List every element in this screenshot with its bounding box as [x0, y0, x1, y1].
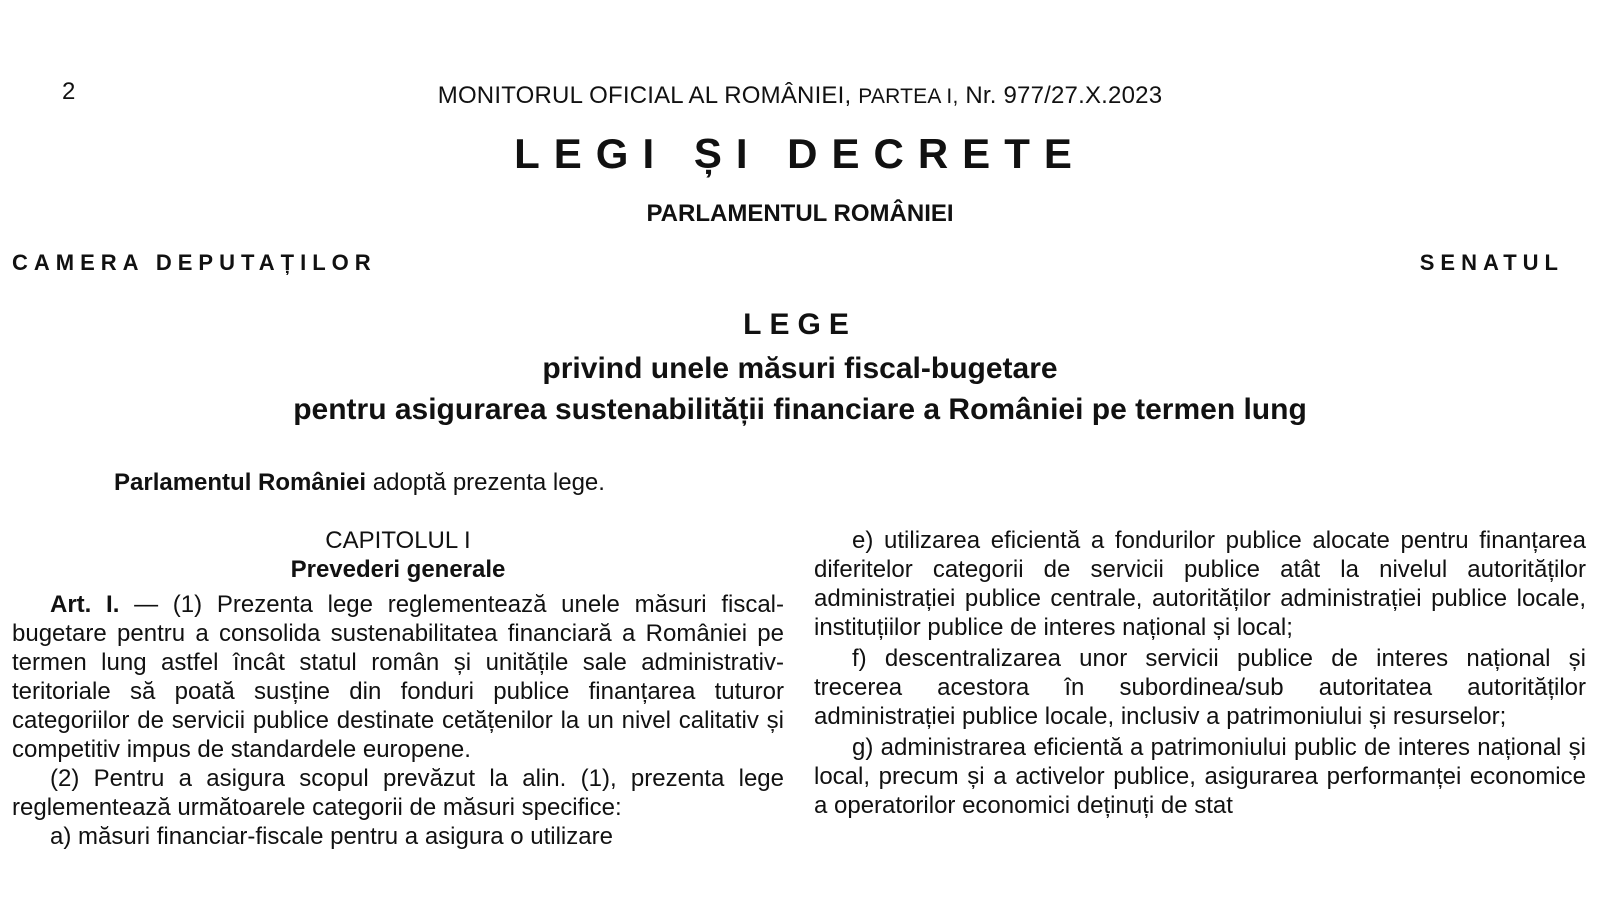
article-1-paragraph-2: (2) Pentru a asigura scopul prevăzut la alin. (1), prezenta lege reglementează următoarele categorii de măsuri specifice: — [12, 765, 784, 821]
article-1-item-g: g) administrarea eficientă a patrimoniului public de interes național și local, precum și a activelor publice, asigurarea performanței economice a operatorilor economici deținuți de stat — [814, 734, 1586, 819]
parliament-heading: PARLAMENTUL ROMÂNIEI — [646, 200, 954, 227]
chamber-deputies: CAMERA DEPUTAȚILOR — [12, 250, 377, 275]
article-label: Art. I. — [50, 591, 120, 618]
article-1-paragraph-1 — [12, 590, 784, 764]
adoption-text: adoptă prezenta lege. — [366, 469, 605, 496]
chapter-name: Prevederi generale — [290, 556, 506, 583]
page-number: 2 — [62, 78, 76, 105]
article-1-item-a: a) măsuri financiar-fiscale pentru a asigura o utilizare — [50, 823, 613, 850]
article-1-item-e: e) utilizarea eficientă a fondurilor publice alocate pentru finanțarea diferitelor categorii de servicii publice atât la nivelul autorităților administrației publice centrale, autorităților administrației publice locale, instituțiilor publice de interes național și local; — [814, 527, 1586, 641]
publication-part: PARTEA I, — [858, 85, 959, 108]
chapter-number: CAPITOLUL I — [325, 527, 471, 554]
article-text: — (1) Prezenta lege reglementează unele măsuri fiscal-bugetare pentru a consolida sustenabilitatea financiară a României pe termen lung astfel încât statul român și unitățile sale administrativ-teritoriale să poată susține din fonduri publice finanțarea tuturor categoriilor de servicii publice destinate cetățenilor la un nivel calitativ și competitiv impus de standardele europene. — [12, 591, 785, 763]
publication-header — [0, 82, 1600, 110]
chamber-senate: SENATUL — [1419, 250, 1564, 275]
law-heading: LEGE — [743, 308, 857, 341]
publication-issue: Nr. 977/27.X.2023 — [965, 82, 1163, 109]
adoption-subject: Parlamentul României — [114, 469, 367, 496]
law-title — [0, 348, 1600, 430]
left-column — [12, 526, 784, 851]
section-title: LEGI ȘI DECRETE — [514, 130, 1086, 177]
article-1-item-f: f) descentralizarea unor servicii publice de interes național și trecerea acestora în subordinea/sub autoritatea autorităților administrației publice locale, inclusiv a patrimoniului și resurselor; — [814, 645, 1586, 730]
adoption-statement — [114, 469, 605, 497]
publication-name: MONITORUL OFICIAL AL ROMÂNIEI, — [437, 82, 852, 109]
law-title-line-1: privind unele măsuri fiscal-bugetare — [542, 352, 1058, 385]
right-column — [814, 526, 1586, 822]
law-title-line-2: pentru asigurarea sustenabilității financiare a României pe termen lung — [293, 393, 1307, 426]
